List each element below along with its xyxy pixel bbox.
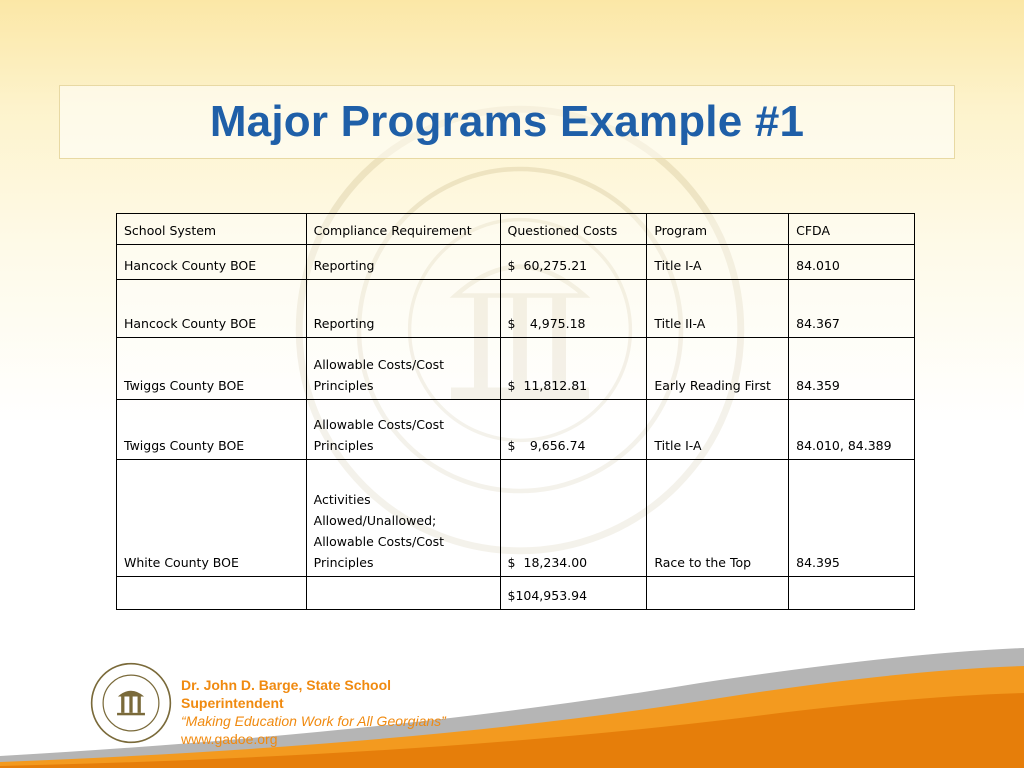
footer-role: Superintendent xyxy=(181,695,284,711)
cell-empty xyxy=(117,577,307,610)
footer-name: Dr. John D. Barge, State School xyxy=(181,677,392,693)
requirement-line: Activities xyxy=(313,492,371,507)
currency-symbol: $ xyxy=(507,258,516,273)
cell-school-system: White County BOE xyxy=(117,460,307,577)
cell-compliance-requirement xyxy=(306,338,500,400)
table-row xyxy=(117,460,915,577)
cell-school-system: Hancock County BOE xyxy=(117,245,307,280)
cell-compliance-requirement xyxy=(306,280,500,338)
requirement-line: Reporting xyxy=(313,316,375,331)
cell-total: $104,953.94 xyxy=(500,577,647,610)
table-row xyxy=(117,400,915,460)
cell-school-system: Twiggs County BOE xyxy=(117,400,307,460)
requirement-line: Allowable Costs/Cost xyxy=(313,357,445,372)
cell-questioned-costs xyxy=(500,460,647,577)
cost-amount: 9,656.74 xyxy=(529,438,586,453)
requirement-line: Allowable Costs/Cost xyxy=(313,534,445,549)
cell-questioned-costs xyxy=(500,280,647,338)
requirement-line: Allowed/Unallowed; xyxy=(313,513,437,528)
cell-compliance-requirement xyxy=(306,460,500,577)
cost-amount: 11,812.81 xyxy=(523,378,588,393)
cell-program: Title II-A xyxy=(647,280,789,338)
cell-program: Title I-A xyxy=(647,245,789,280)
cell-school-system: Twiggs County BOE xyxy=(117,338,307,400)
requirement-line: Principles xyxy=(313,438,374,453)
currency-symbol: $ xyxy=(507,438,516,453)
currency-symbol: $ xyxy=(507,378,516,393)
cell-cfda: 84.359 xyxy=(789,338,915,400)
table-row xyxy=(117,280,915,338)
cell-empty xyxy=(306,577,500,610)
table-row xyxy=(117,245,915,280)
cell-compliance-requirement xyxy=(306,245,500,280)
cell-questioned-costs xyxy=(500,400,647,460)
department-of-education-seal-icon xyxy=(90,662,172,744)
cost-amount: 60,275.21 xyxy=(523,258,588,273)
cell-questioned-costs xyxy=(500,338,647,400)
cell-cfda: 84.010 xyxy=(789,245,915,280)
slide-title: Major Programs Example #1 xyxy=(209,97,805,146)
cell-program: Race to the Top xyxy=(647,460,789,577)
cell-empty xyxy=(789,577,915,610)
footer-credit xyxy=(181,676,446,748)
cell-compliance-requirement xyxy=(306,400,500,460)
header-school-system: School System xyxy=(117,214,307,245)
cell-cfda: 84.367 xyxy=(789,280,915,338)
table-header-row xyxy=(117,214,915,245)
cell-school-system: Hancock County BOE xyxy=(117,280,307,338)
header-cfda: CFDA xyxy=(789,214,915,245)
title-box xyxy=(59,85,955,159)
cell-program: Early Reading First xyxy=(647,338,789,400)
requirement-line: Principles xyxy=(313,378,374,393)
header-compliance-requirement: Compliance Requirement xyxy=(306,214,500,245)
cell-questioned-costs xyxy=(500,245,647,280)
table-row xyxy=(117,338,915,400)
footer-url[interactable]: www.gadoe.org xyxy=(181,731,278,747)
currency-symbol: $ xyxy=(507,316,516,331)
major-programs-table xyxy=(116,213,915,610)
table-total-row xyxy=(117,577,915,610)
requirement-line: Reporting xyxy=(313,258,375,273)
cell-program: Title I-A xyxy=(647,400,789,460)
cost-amount: 18,234.00 xyxy=(523,555,588,570)
header-questioned-costs: Questioned Costs xyxy=(500,214,647,245)
footer-slogan: “Making Education Work for All Georgians” xyxy=(181,713,446,729)
currency-symbol: $ xyxy=(507,555,516,570)
cost-amount: 4,975.18 xyxy=(529,316,586,331)
cell-cfda: 84.395 xyxy=(789,460,915,577)
requirement-line: Principles xyxy=(313,555,374,570)
header-program: Program xyxy=(647,214,789,245)
requirement-line: Allowable Costs/Cost xyxy=(313,417,445,432)
cell-cfda: 84.010, 84.389 xyxy=(789,400,915,460)
cell-empty xyxy=(647,577,789,610)
